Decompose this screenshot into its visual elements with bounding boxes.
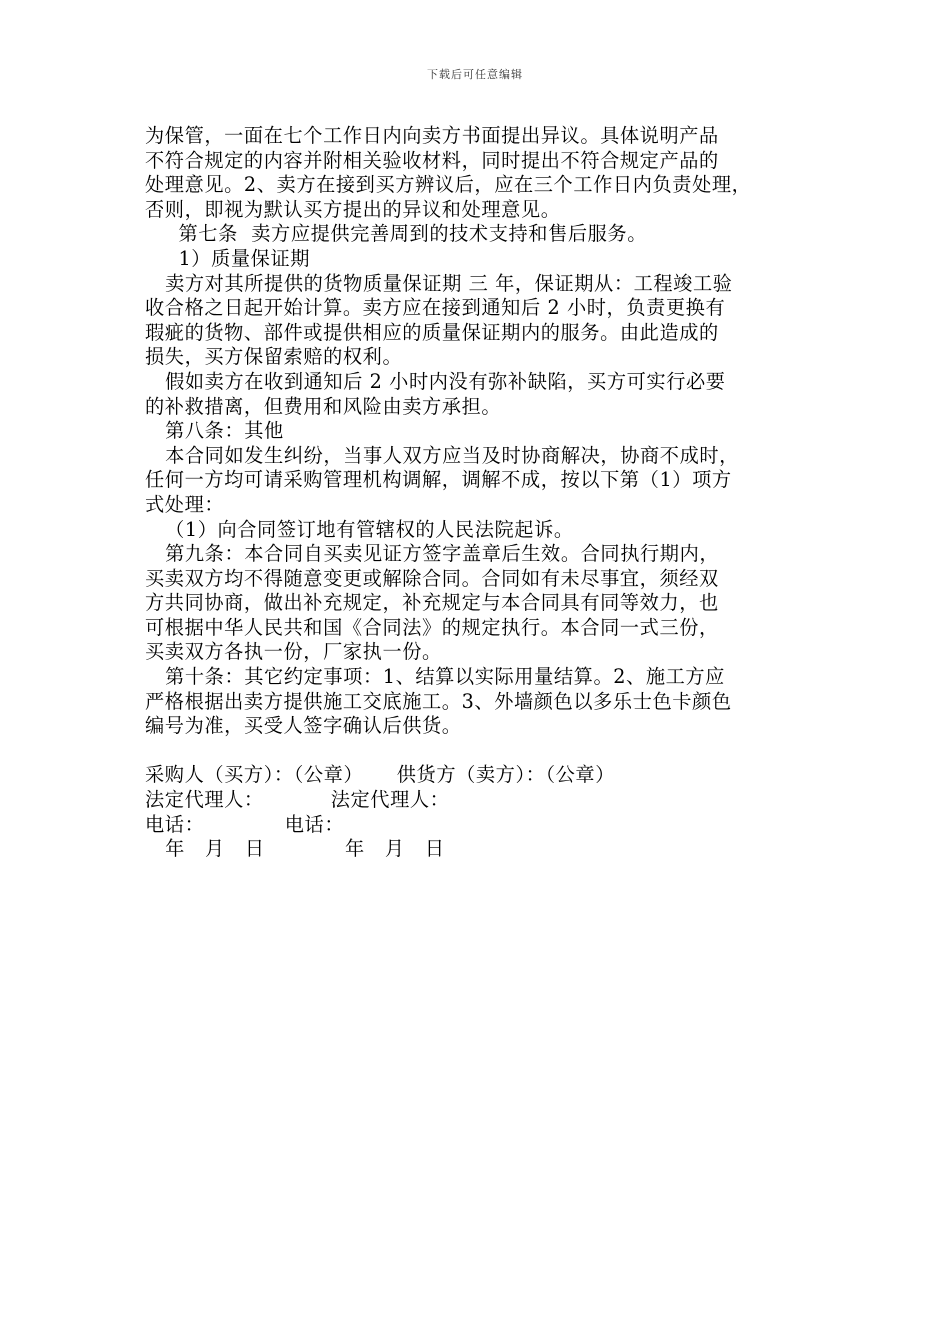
text-line: 为保管，一面在七个工作日内向卖方书面提出异议。具体说明产品 <box>145 124 719 147</box>
signature-dates: 年 月 日 年 月 日 <box>145 837 445 861</box>
article-7-heading: 第七条 卖方应提供完善周到的技术支持和售后服务。 <box>145 222 648 246</box>
text-line: 的补救措离，但费用和风险由卖方承担。 <box>145 394 502 418</box>
text-line: 严格根据出卖方提供施工交底施工。3、外墙颜色以多乐士色卡颜色 <box>145 689 732 713</box>
blank-line <box>145 739 817 764</box>
text-line: 不符合规定的内容并附相关验收材料，同时提出不符合规定产品的 <box>145 148 719 172</box>
text-line: 卖方对其所提供的货物质量保证期 三 年，保证期从：工程竣工验 <box>145 271 733 295</box>
text-line: 式处理： <box>145 492 225 516</box>
text-line: （1）向合同签订地有管辖权的人民法院起诉。 <box>145 517 574 541</box>
article-10-paragraph: 第十条：其它约定事项：1、结算以实际用量结算。2、施工方应 <box>145 665 725 689</box>
text-line: 方共同协商，做出补充规定，补充规定与本合同具有同等效力，也 <box>145 591 719 615</box>
text-line: 处理意见。2、卖方在接到买方辨议后，应在三个工作日内负责处理， <box>145 173 752 197</box>
text-line: 瑕疵的货物、部件或提供相应的质量保证期内的服务。由此造成的 <box>145 320 719 344</box>
article-8-heading: 第八条：其他 <box>145 419 284 443</box>
text-line: 1）质量保证期 <box>145 246 311 270</box>
text-line: 买卖双方均不得随意变更或解除合同。合同如有未尽事宜，须经双 <box>145 566 719 590</box>
text-line: 编号为准，买受人签字确认后供货。 <box>145 714 462 738</box>
text-line: 买卖双方各执一份，厂家执一份。 <box>145 640 442 664</box>
signature-phones: 电话： 电话： <box>145 812 345 836</box>
text-line: 本合同如发生纠纷，当事人双方应当及时协商解决，协商不成时， <box>145 443 739 467</box>
text-line: 任何一方均可请采购管理机构调解，调解不成，按以下第（1）项方 <box>145 468 732 492</box>
text-line: 否则，即视为默认买方提出的异议和处理意见。 <box>145 197 561 221</box>
text-line: 收合格之日起开始计算。卖方应在接到通知后 2 小时，负责更换有 <box>145 296 726 320</box>
text-line: 损失，买方保留索赔的权利。 <box>145 345 403 369</box>
signature-parties: 采购人（买方）：（公章） 供货方（卖方）：（公章） <box>145 763 615 787</box>
signature-representatives: 法定代理人： 法定代理人： <box>145 788 450 812</box>
text-line: 假如卖方在收到通知后 2 小时内没有弥补缺陷，买方可实行必要 <box>145 369 726 393</box>
text-line: 可根据中华人民共和国《合同法》的规定执行。本合同一式三份， <box>145 615 719 639</box>
contract-body <box>145 124 817 862</box>
page-header: 下载后可任意编辑 <box>427 68 523 81</box>
article-9-paragraph: 第九条：本合同自买卖见证方签字盖章后生效。合同执行期内， <box>145 542 720 566</box>
